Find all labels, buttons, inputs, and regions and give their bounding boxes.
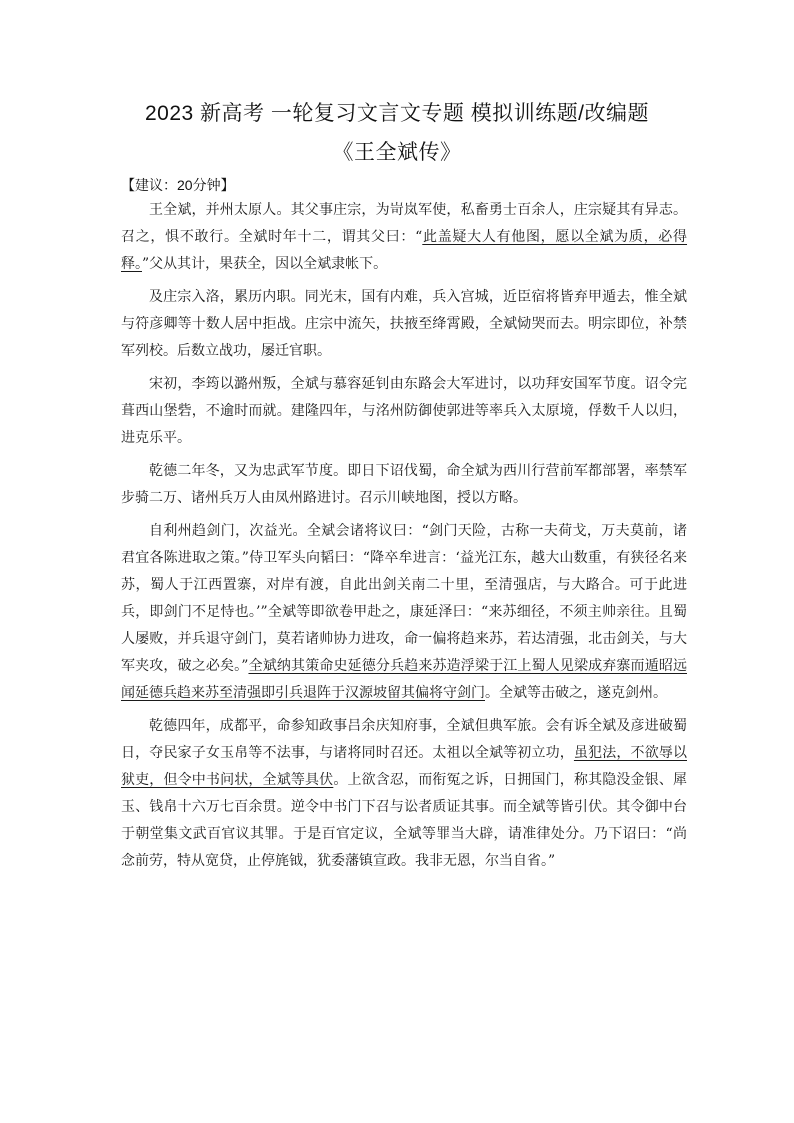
document-subtitle: 《王全斌传》: [332, 141, 462, 164]
paragraph-4: 乾德二年冬，又为忠武军节度。即日下诏伐蜀，命全斌为西川行营前军都部署，率禁军步骑二万、诸州兵万人由凤州路进讨。召示川峡地图，授以方略。: [121, 463, 687, 506]
paragraph-1: 王全斌，并州太原人。其父事庄宗，为岢岚军使，私畜勇士百余人，庄宗疑其有异志。召之，惧不敢行。全斌时年十二，谓其父曰：“此盖疑大人有他图，愿以全斌为质，必得释。”父从其计，果获全，因以全斌隶帐下。: [121, 202, 688, 272]
underlined-sentence-3: 虽犯法，不欲辱以狱吏，但令中书问状，全斌等具伏: [121, 745, 687, 788]
underlined-sentence-1: 此盖疑大人有他图，愿以全斌为质，必得释。: [121, 229, 688, 272]
passage-body: [121, 197, 687, 881]
paragraph-2: 及庄宗入洛，累历内职。同光末，国有内难，兵入宫城，近臣宿将皆弃甲遁去，惟全斌与符彦卿等十数人居中拒战。庄宗中流矢，扶掖至绛霄殿，全斌恸哭而去。明宗即位，补禁军列校。后数立战功，屡迁官职。: [121, 289, 687, 359]
paragraph-3: 宋初，李筠以潞州叛，全斌与慕容延钊由东路会大军进讨，以功拜安国军节度。诏令完葺西山堡砦，不逾时而就。建隆四年，与洺州防御使郭进等率兵入太原境，俘数千人以归，进克乐平。: [121, 376, 687, 446]
underlined-sentence-2: 全斌纳其策命史延德分兵趋来苏造浮梁于江上蜀人见梁成弃寨而遁昭远闻延德兵趋来苏至清强即引兵退阵于汉源坡留其偏将守剑门: [121, 658, 687, 701]
time-suggestion: 【建议：20分钟】: [121, 177, 235, 193]
document-title: 2023 新高考 一轮复习文言文专题 模拟训练题/改编题: [144, 102, 650, 125]
paragraph-6: 乾德四年，成都平，命参知政事吕余庆知府事，全斌但典军旅。会有诉全斌及彦进破蜀日，夺民家子女玉帛等不法事，与诸将同时召还。太祖以全斌等初立功，虽犯法，不欲辱以狱吏，但令中书问状，全斌等具伏。上欲含忍，而衔冤之诉，日拥国门，称其隐没金银、犀玉、钱帛十六万七百余贯。逆令中书门下召与讼者质证其事。而全斌等皆引伏。其令御中台于朝堂集文武百官议其罪。于是百官定议，全斌等罪当大辟，请准律处分。乃下诏曰：“尚念前劳，特从宽贷，止停旄钺，犹委藩镇宣政。我非无恩，尔当自省。”: [121, 718, 688, 869]
paragraph-5: 自利州趋剑门，次益光。全斌会诸将议曰：“剑门天险，古称一夫荷戈，万夫莫前，诸君宜各陈进取之策。”侍卫军头向韬曰：“降卒牟进言：‘益光江东，越大山数重，有狭径名来苏，蜀人于江西置寨，对岸有渡，自此出剑关南二十里，至清强店，与大路合。可于此进兵，即剑门不足恃也。’”全斌等即欲卷甲赴之，康延泽曰：“来苏细径，不须主帅亲往。且蜀人屡败，并兵退守剑门，莫若诸帅协力进攻，命一偏将趋来苏，若达清强，北击剑关，与大军夹攻，破之必矣。”全斌纳其策命史延德分兵趋来苏造浮梁于江上蜀人见梁成弃寨而遁昭远闻延德兵趋来苏至清强即引兵退阵于汉源坡留其偏将守剑门。全斌等击破之，遂克剑州。: [121, 523, 687, 701]
